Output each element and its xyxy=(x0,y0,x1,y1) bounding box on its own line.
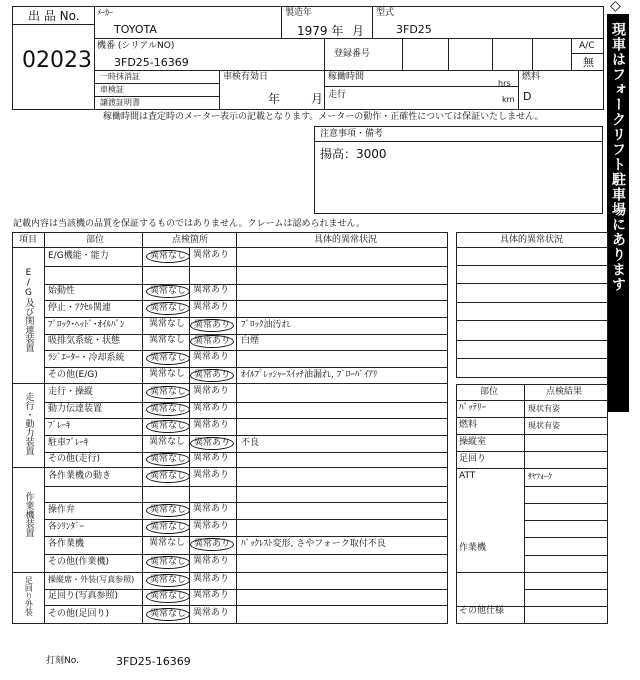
row-part: その他(E/G) xyxy=(48,370,98,380)
inspection-expiry-label: 車検有効日 xyxy=(223,72,269,82)
hours-unit: hrs xyxy=(498,79,511,88)
serial-label: 機番 (シリアルNO) xyxy=(97,41,175,51)
diamond-bottom-icon: ◆ xyxy=(610,396,621,412)
normal-checkbox: 異常なし xyxy=(146,302,190,315)
abnormal-checkbox: 異常あり xyxy=(193,470,230,480)
normal-checkbox: 異常なし xyxy=(146,285,190,298)
row-part: 走行・操縦 xyxy=(48,387,94,397)
inspection-year-unit: 年 xyxy=(268,92,281,106)
abnormal-checkbox: 異常あり xyxy=(190,437,234,450)
normal-checkbox: 異常なし xyxy=(149,335,186,345)
stamp-value: 3FD25-16369 xyxy=(116,655,191,668)
abnormal-checkbox: 異常あり xyxy=(190,335,234,348)
abnormal-checkbox: 異常あり xyxy=(193,590,230,600)
row-part: 吸排気系統・状態 xyxy=(48,336,121,346)
location-banner xyxy=(607,14,629,412)
maker-label: ﾒｰｶｰ xyxy=(97,8,113,17)
normal-checkbox: 異常なし xyxy=(146,453,190,466)
row-part: 各ｼﾘﾝﾀﾞｰ xyxy=(48,522,85,532)
row-part: 始動性 xyxy=(48,286,76,296)
row-detail: ﾌﾞﾛｯｸ油汚れ xyxy=(241,320,291,330)
row-part: その他(走行) xyxy=(48,454,101,464)
hours-disclaimer: 稼働時間は査定時のメーター表示の記載となります。メーターの動作・正確性については保証いたしません。 xyxy=(103,112,544,122)
normal-checkbox: 異常なし xyxy=(146,352,190,365)
ac-value: 無 xyxy=(583,56,594,69)
other-spec-label: その他仕様 xyxy=(459,606,505,616)
result-row-part: 足回り xyxy=(459,454,487,464)
temp-registration-label: 一時抹消証 xyxy=(100,72,140,81)
col-item-header: 項目 xyxy=(19,235,38,245)
result-row-value: 現状有姿 xyxy=(528,404,560,413)
group-undercarriage-label: 足回り外装 xyxy=(24,576,34,616)
abnormal-checkbox: 異常あり xyxy=(193,403,230,413)
normal-checkbox: 異常なし xyxy=(146,608,190,621)
normal-checkbox: 異常なし xyxy=(149,437,186,447)
normal-checkbox: 異常なし xyxy=(149,319,186,329)
normal-checkbox: 異常なし xyxy=(146,504,190,517)
inspection-cert-label: 車検証 xyxy=(100,85,124,94)
fuel-label: 燃料 xyxy=(522,72,541,82)
row-part: 動力伝達装置 xyxy=(48,404,103,414)
row-part: ﾌﾞﾚｰｷ xyxy=(48,421,71,431)
notes-value: 揚高：3000 xyxy=(320,147,387,161)
lot-label: 出 品 No. xyxy=(28,9,80,23)
inspection-month-unit: 月 xyxy=(311,92,324,106)
abnormal-checkbox: 異常あり xyxy=(190,538,234,551)
normal-checkbox: 異常なし xyxy=(149,369,186,379)
normal-checkbox: 異常なし xyxy=(146,470,190,483)
notes-label: 注意事項・備考 xyxy=(320,129,384,139)
disclaimer: 記載内容は当該機の品質を保証するものではありません。クレームは認められません。 xyxy=(13,219,366,229)
abnormal-checkbox: 異常あり xyxy=(190,319,234,332)
registration-label: 登録番号 xyxy=(334,49,371,59)
group-work-label: 作業機装置 xyxy=(23,492,34,537)
col-detail-header: 具体的異常状況 xyxy=(314,235,378,245)
abnormal-checkbox: 異常あり xyxy=(193,352,230,362)
result-row-part: ﾊﾞｯﾃﾘｰ xyxy=(459,403,487,413)
row-part: 各作業機の動き xyxy=(48,471,112,481)
abnormal-checkbox: 異常あり xyxy=(193,302,230,312)
header-frame xyxy=(12,6,604,110)
result-row-part: 燃料 xyxy=(459,420,478,430)
row-detail: ｵｲﾙﾌﾟﾚｯｼｬｰｽｲｯﾁ油漏れ, ﾌﾞﾛｰﾊﾞｲｱﾘ xyxy=(241,370,378,380)
row-part: ﾗｼﾞｴｰﾀｰ・冷却系統 xyxy=(48,353,125,363)
work-equipment-label: 作業機 xyxy=(459,543,487,553)
location-banner-text: 現車はフォークリフト駐車場にあります xyxy=(610,22,626,292)
normal-checkbox: 異常なし xyxy=(146,250,190,263)
result-header: 点検結果 xyxy=(546,387,583,397)
abnormal-checkbox: 異常あり xyxy=(193,608,230,618)
maker-value: TOYOTA xyxy=(114,23,157,36)
row-part: ﾌﾞﾛｯｸ･ﾍｯﾄﾞ･ｵｲﾙﾊﾟﾝ xyxy=(48,320,125,330)
transfer-cert-label: 譲渡証明書 xyxy=(100,98,140,107)
normal-checkbox: 異常なし xyxy=(146,556,190,569)
diamond-top-icon: ◇ xyxy=(610,0,621,14)
abnormal-checkbox: 異常あり xyxy=(193,453,230,463)
km-unit: km xyxy=(502,95,515,104)
row-detail: ﾊﾞｯｸﾚｽﾄ変形, さやフォーク取付不良 xyxy=(241,539,386,549)
notes-box xyxy=(314,126,603,214)
abnormal-checkbox: 異常あり xyxy=(193,250,230,260)
result-row-value: 現状有姿 xyxy=(528,421,560,430)
abnormal-checkbox: 異常あり xyxy=(193,386,230,396)
result-table xyxy=(456,384,608,624)
ac-label: A/C xyxy=(579,41,595,51)
abnormal-checkbox: 異常あり xyxy=(193,285,230,295)
year-label: 製造年 xyxy=(285,8,313,18)
normal-checkbox: 異常なし xyxy=(146,574,190,587)
normal-checkbox: 異常なし xyxy=(146,403,190,416)
row-part: 操縦席・外装(写真参照) xyxy=(48,575,135,584)
col-check-header: 点検箇所 xyxy=(172,235,209,245)
abnormal-checkbox: 異常あり xyxy=(193,556,230,566)
hours-label: 稼働時間 xyxy=(328,72,365,82)
normal-checkbox: 異常なし xyxy=(149,538,186,548)
abnormal-checkbox: 異常あり xyxy=(190,369,234,382)
month-unit: 月 xyxy=(352,24,365,38)
att-value: ｻﾔﾌｫｰｸ xyxy=(528,472,552,481)
result-part-header: 部位 xyxy=(480,387,499,397)
group-drive-label: 走行・動力装置 xyxy=(23,392,34,455)
mileage-label: 走行 xyxy=(328,90,347,100)
normal-checkbox: 異常なし xyxy=(146,521,190,534)
row-part: 駐車ﾌﾞﾚｰｷ xyxy=(48,438,89,448)
abnormal-checkbox: 異常あり xyxy=(193,420,230,430)
row-part: その他(作業機) xyxy=(48,557,110,567)
right-detail-header: 具体的異常状況 xyxy=(500,235,564,245)
year-value: 1979 年 xyxy=(297,24,344,38)
group-engine-label: E/G及び関連装置 xyxy=(23,268,34,352)
att-label: ATT xyxy=(459,471,476,481)
abnormal-checkbox: 異常あり xyxy=(193,574,230,584)
model-value: 3FD25 xyxy=(396,23,432,36)
row-detail: 不良 xyxy=(241,438,260,448)
normal-checkbox: 異常なし xyxy=(146,386,190,399)
col-part-header: 部位 xyxy=(86,235,105,245)
normal-checkbox: 異常なし xyxy=(146,590,190,603)
row-part: 各作業機 xyxy=(48,539,85,549)
abnormal-checkbox: 異常あり xyxy=(193,504,230,514)
result-row-part: 操縦室 xyxy=(459,437,487,447)
row-part: E/G機能・能力 xyxy=(48,251,109,261)
model-label: 型式 xyxy=(376,8,395,18)
lot-number: 02023 xyxy=(22,48,92,73)
right-detail-box xyxy=(456,232,608,378)
row-part: 操作弁 xyxy=(48,505,76,515)
fuel-value: D xyxy=(523,90,532,103)
row-part: 足回り(写真参照) xyxy=(48,591,119,601)
row-detail: 白煙 xyxy=(241,336,260,346)
serial-value: 3FD25-16369 xyxy=(114,56,189,69)
normal-checkbox: 異常なし xyxy=(146,420,190,433)
row-part: その他(足回り) xyxy=(48,609,110,619)
row-part: 停止・ｱｸｾﾙ関連 xyxy=(48,303,112,313)
abnormal-checkbox: 異常あり xyxy=(193,521,230,531)
stamp-label: 打刻No. xyxy=(46,656,79,666)
